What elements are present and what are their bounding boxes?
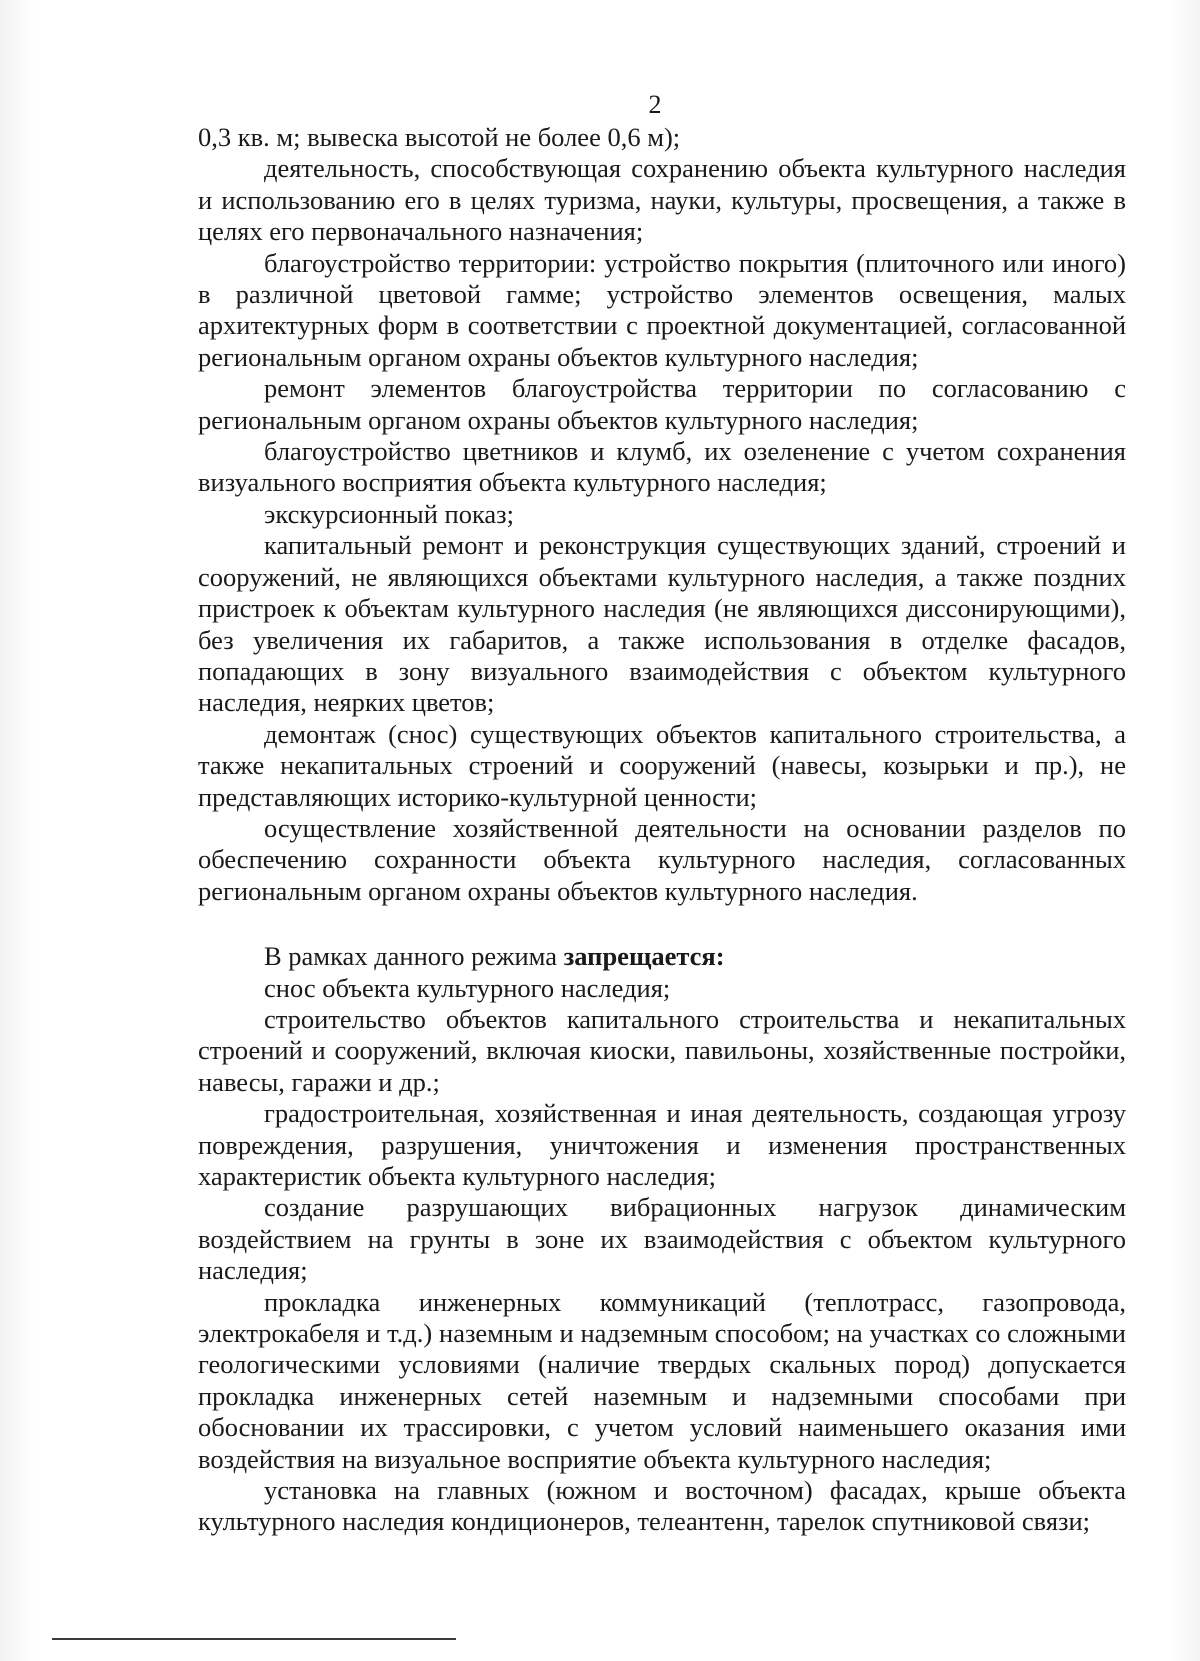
paragraph-prohibit-urban-activity: градостроительная, хозяйственная и иная деятельность, создающая угрозу повреждения, разрушения, уничтожения и изменения пространственных характеристик объекта культурного наследия; [198, 1098, 1126, 1191]
paragraph-prohibit-construction: строительство объектов капитального строительства и некапитальных строений и сооружений, включая киоски, павильоны, хозяйственные постройки, навесы, гаражи и др.; [198, 1003, 1126, 1097]
scan-edge-left [0, 0, 36, 1661]
paragraph-continuation: 0,3 кв. м; вывеска высотой не более 0,6 м); [198, 122, 681, 152]
footnote-rule [52, 1638, 456, 1640]
paragraph-demolition: демонтаж (снос) существующих объектов капитального строительства, а также некапитальных строений и сооружений (навесы, козырьки и пр.), не представляющих историко-культурной ценности; [198, 718, 1126, 812]
paragraph-economic-activity: осуществление хозяйственной деятельности на основании разделов по обеспечению сохранности объекта культурного наследия, согласованных региональным органом охраны объектов культурного наследия. [198, 812, 1126, 906]
paragraph-reconstruction: капитальный ремонт и реконструкция существующих зданий, строений и сооружений, не являющихся объектами культурного наследия, а также поздних пристроек к объектам культурного наследия (не являющихся диссонирующими), без увеличения их габаритов, а также использования в отделке фасадов, попадающих в зону визуального взаимодействия с объектом культурного наследия, неярких цветов; [198, 530, 1126, 718]
paragraph-prohibit-utilities: прокладка инженерных коммуникаций (теплотрасс, газопровода, электрокабеля и т.д.) наземным и надземным способом; на участках со сложными геологическими условиями (наличие твердых скальных пород) допускается прокладка инженерных сетей наземным и надземными способами при обосновании их трассировки, с учетом условий наименьшего оказания ими воздействия на визуальное восприятие объекта культурного наследия; [198, 1286, 1126, 1474]
prohibition-heading [198, 941, 1126, 972]
paragraph-excursion: экскурсионный показ; [264, 498, 515, 529]
paragraph-prohibit-demolition: снос объекта культурного наследия; [264, 972, 671, 1003]
paragraph-activity: деятельность, способствующая сохранению объекта культурного наследия и использованию его в целях туризма, науки, культуры, просвещения, а также в целях его первоначального назначения; [198, 153, 1126, 247]
paragraph-landscaping: благоустройство территории: устройство покрытия (плиточного или иного) в различной цветовой гамме; устройство элементов освещения, малых архитектурных форм в соответствии с проектной документацией, согласованной региональным органом охраны объектов культурного наследия; [198, 247, 1126, 372]
paragraph-flowerbeds: благоустройство цветников и клумб, их озеленение с учетом сохранения визуального восприятия объекта культурного наследия; [198, 436, 1126, 498]
document-body [198, 122, 1126, 1538]
paragraph-prohibit-facade-installations: установка на главных (южном и восточном) фасадах, крыше объекта культурного наследия кондиционеров, телеантенн, тарелок спутниковой связи; [198, 1475, 1126, 1537]
page-number: 2 [648, 90, 662, 119]
scan-edge-right [1170, 0, 1200, 1661]
prohibition-heading-lead: В рамках данного режима [264, 941, 564, 972]
section-gap [198, 907, 1126, 941]
paragraph-prohibit-vibration: создание разрушающих вибрационных нагрузок динамическим воздействием на грунты в зоне их взаимодействия с объектом культурного наследия; [198, 1192, 1126, 1286]
prohibition-heading-bold: запрещается: [563, 941, 725, 972]
paragraph-repair: ремонт элементов благоустройства территории по согласованию с региональным органом охраны объектов культурного наследия; [198, 373, 1126, 435]
